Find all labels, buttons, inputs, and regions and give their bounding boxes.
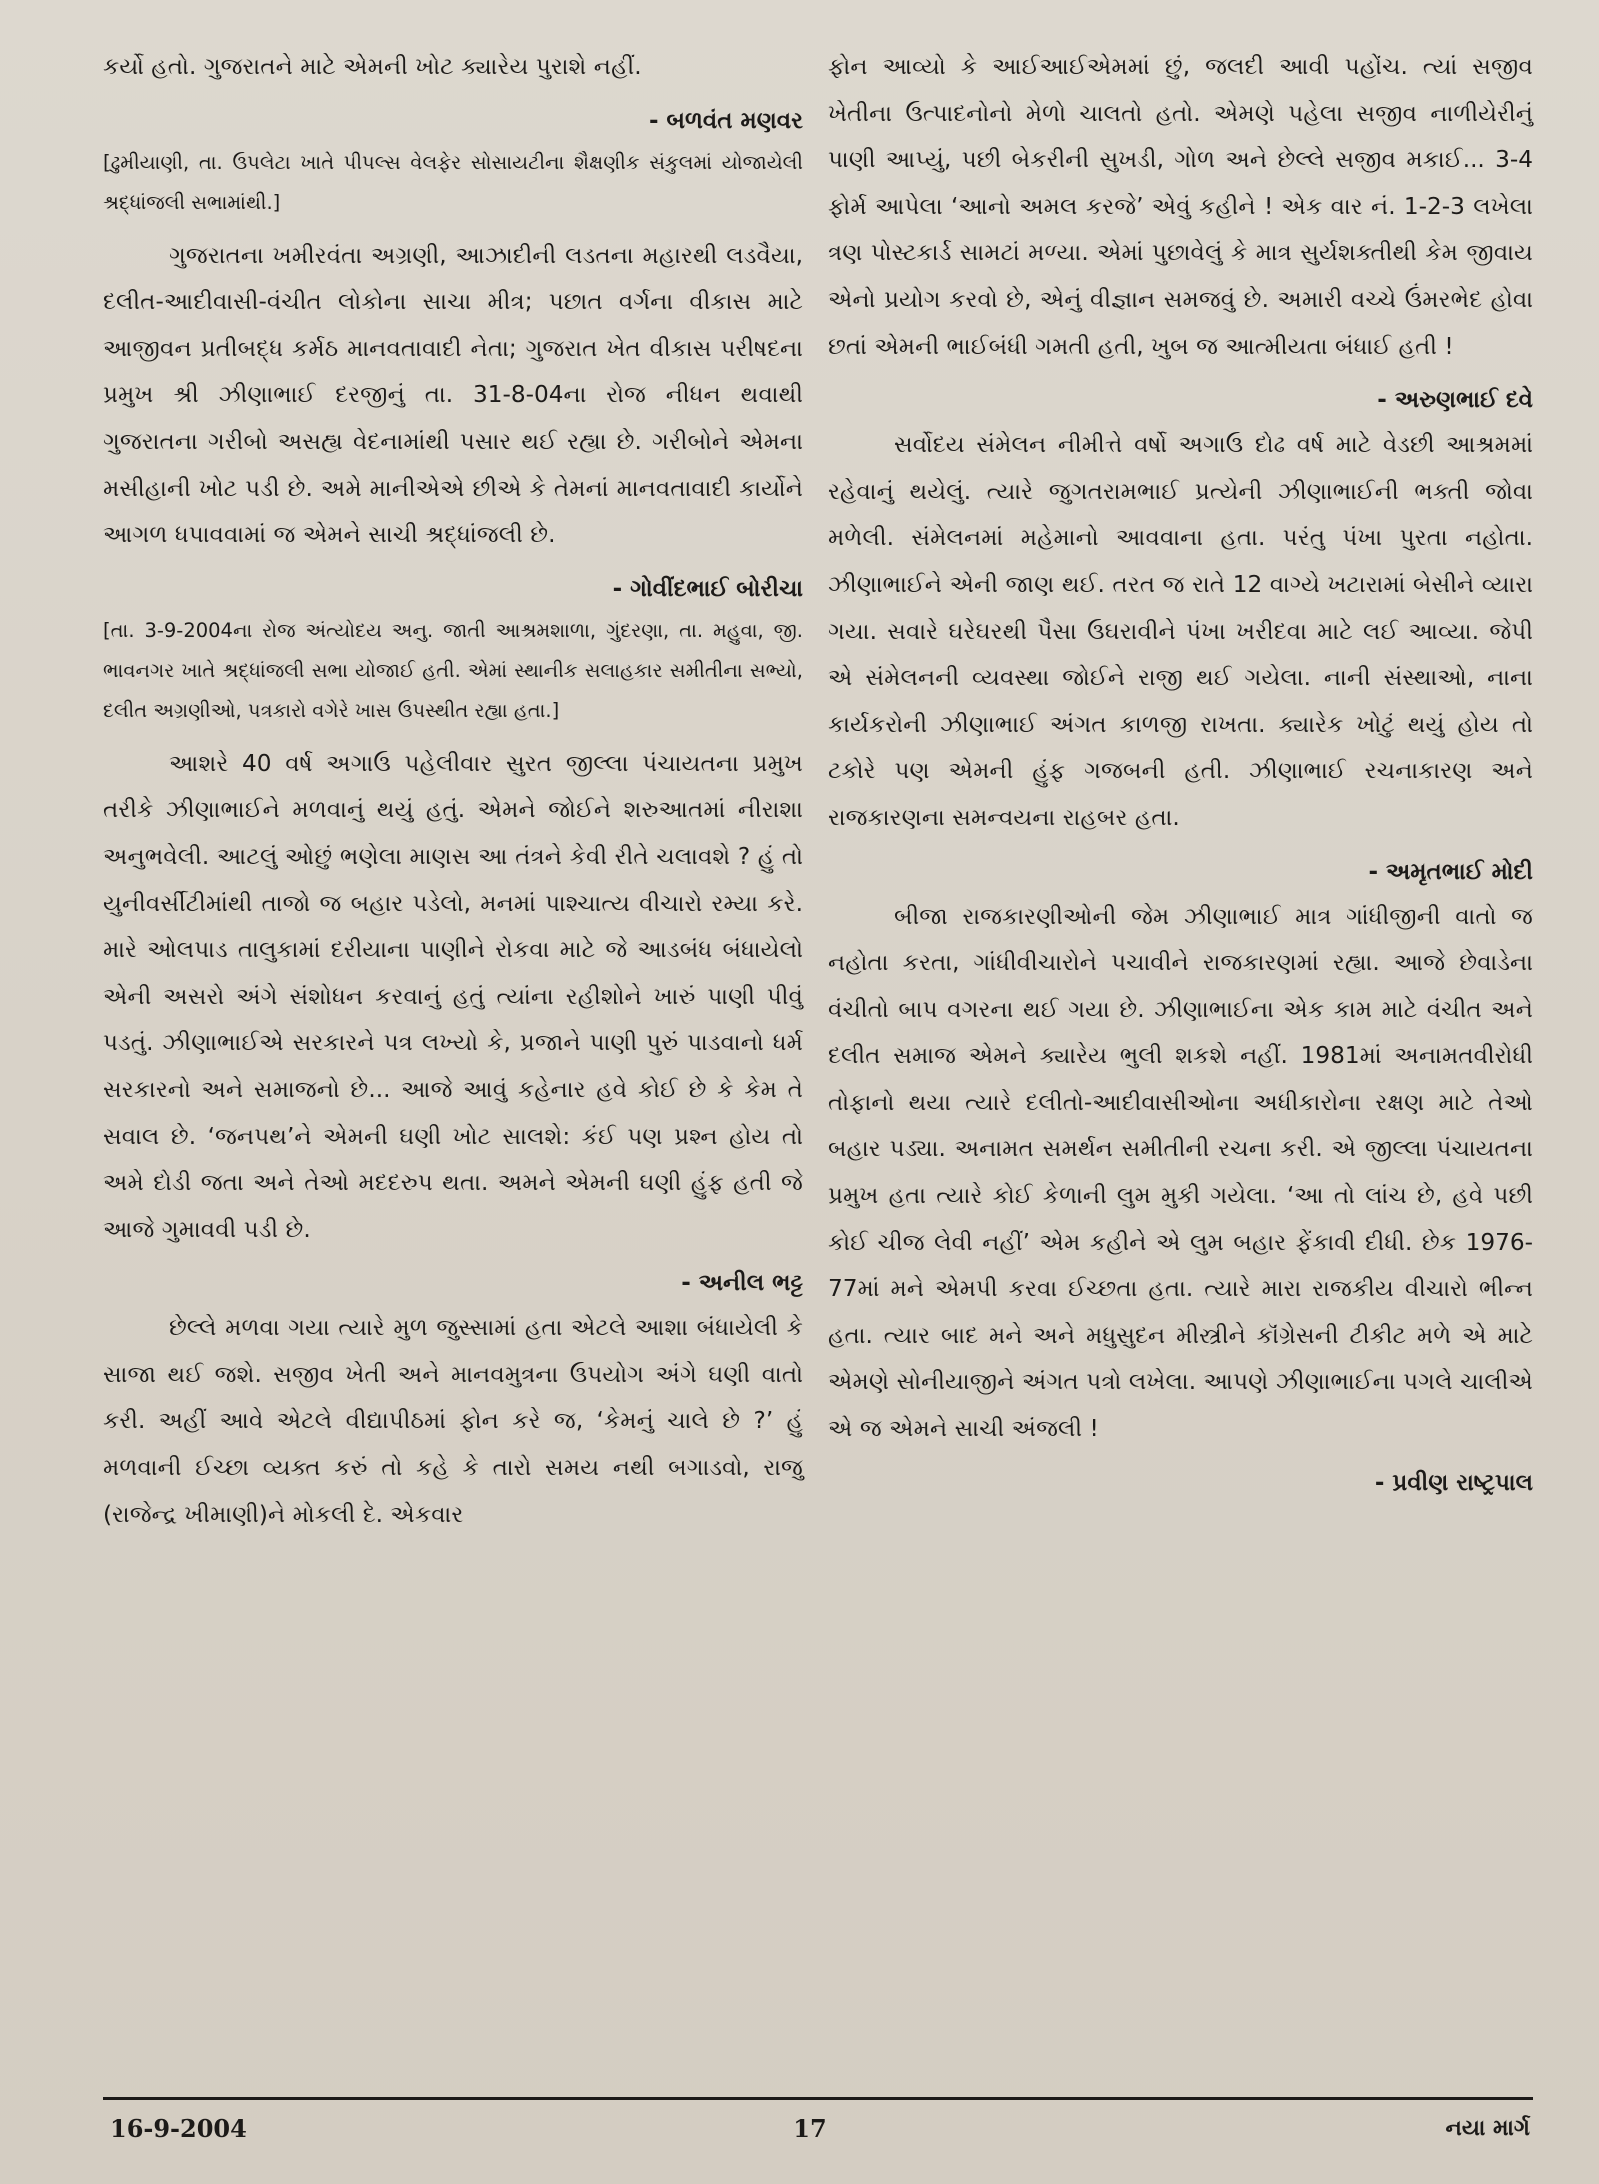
paragraph: આશરે 40 વર્ષ અગાઉ પહેલીવાર સુરત જીલ્લા પંચાયતના પ્રમુખ તરીકે ઝીણાભાઈને મળવાનું થયું હતું. એમને જોઈને શરુઆતમાં નીરાશા અનુભવેલી. આટલું ઓછું ભણેલા માણસ આ તંત્રને કેવી રીતે ચલાવશે ? હું તો યુનીવર્સીટીમાંથી તાજો જ બહાર પડેલો, મનમાં પાશ્ચાત્ય વીચારો રમ્યા કરે. મારે ઓલપાડ તાલુકામાં દરીયાના પાણીને રોકવા માટે જે આડબંધ બંધાયેલો એની અસરો અંગે સંશોધન કરવાનું હતું ત્યાંના રહીશોને ખારું પાણી પીવું પડતું. ઝીણાભાઈએ સરકારને પત્ર લખ્યો કે, પ્રજાને પાણી પુરું પાડવાનો ધર્મ સરકારનો અને સમાજનો છે... આજે આવું કહેનાર હવે કોઈ છે કે કેમ તે સવાલ છે. ‘જનપથ’ને એમની ઘણી ખોટ સાલશે: કંઈ પણ પ્રશ્ન હોય તો અમે દોડી જતા અને તેઓ મદદરુપ થતા. અમને એમની ઘણી હુંફ હતી જે આજે ગુમાવવી પડી છે.: [103, 749, 803, 1243]
left-column: [103, 44, 803, 1538]
paragraph: ગુજરાતના ખમીરવંતા અગ્રણી, આઝાદીની લડતના મહારથી લડવૈયા, દલીત-આદીવાસી-વંચીત લોકોના સાચા મીત્ર; પછાત વર્ગના વીકાસ માટે આજીવન પ્રતીબદ્ધ કર્મઠ માનવતાવાદી નેતા; ગુજરાત ખેત વીકાસ પરીષદના પ્રમુખ શ્રી ઝીણાભાઈ દરજીનું તા. 31-8-04ના રોજ નીધન થવાથી ગુજરાતના ગરીબો અસહ્ય વેદનામાંથી પસાર થઈ રહ્યા છે. ગરીબોને એમના મસીહાની ખોટ પડી છે. અમે માનીએએ છીએ કે તેમનાં માનવતાવાદી કાર્યોને આગળ ધપાવવામાં જ એમને સાચી શ્રદ્ધાંજલી છે.: [103, 241, 803, 549]
author-signature: - પ્રવીણ રાષ્ટ્રપાલ: [1374, 1469, 1533, 1496]
event-note: [ઢુમીયાણી, તા. ઉપલેટા ખાતે પીપલ્સ વેલફેર સોસાયટીના શૈક્ષણીક સંકુલમાં યોજાયેલી શ્રદ્ધાંજલી સભામાંથી.]: [103, 150, 803, 214]
page-number: 17: [793, 2114, 827, 2143]
paragraph: ફોન આવ્યો કે આઈઆઈએમમાં છું, જલદી આવી પહોંચ. ત્યાં સજીવ ખેતીના ઉત્પાદનોનો મેળો ચાલતો હતો. એમણે પહેલા સજીવ નાળીયેરીનું પાણી આપ્યું, પછી બેકરીની સુખડી, ગોળ અને છેલ્લે સજીવ મકાઈ... 3-4 ફોર્મ આપેલા ‘આનો અમલ કરજે’ એવું કહીને ! એક વાર નં. 1-2-3 લખેલા ત્રણ પોસ્ટકાર્ડ સામટાં મળ્યા. એમાં પુછાવેલું કે માત્ર સુર્યશક્તીથી કેમ જીવાય એનો પ્રયોગ કરવો છે, એનું વીજ્ઞાન સમજવું છે. અમારી વચ્ચે ઉંમરભેદ હોવા છતાં એમની ભાઈબંધી ગમતી હતી, ખુબ જ આત્મીયતા બંધાઈ હતી !: [828, 53, 1533, 360]
publication-name: નયા માર્ગ: [1445, 2116, 1530, 2141]
paragraph: સર્વોદય સંમેલન નીમીત્તે વર્ષો અગાઉ દોઢ વર્ષ માટે વેડછી આશ્રમમાં રહેવાનું થયેલું. ત્યારે જુગતરામભાઈ પ્રત્યેની ઝીણાભાઈની ભક્તી જોવા મળેલી. સંમેલનમાં મહેમાનો આવવાના હતા. પરંતુ પંખા પુરતા નહોતા. ઝીણાભાઈને એની જાણ થઈ. તરત જ રાતે 12 વાગ્યે ખટારામાં બેસીને વ્યારા ગયા. સવારે ઘરેઘરથી પૈસા ઉઘરાવીને પંખા ખરીદવા માટે લઈ આવ્યા. જેપી એ સંમેલનની વ્યવસ્થા જોઈને રાજી થઈ ગયેલા. નાની સંસ્થાઓ, નાના કાર્યકરોની ઝીણાભાઈ અંગત કાળજી રાખતા. ક્યારેક ખોટું થયું હોય તો ટકોરે પણ એમની હુંફ ગજબની હતી. ઝીણાભાઈ રચનાકારણ અને રાજકારણના સમન્વયના રાહબર હતા.: [828, 431, 1533, 831]
paragraph: છેલ્લે મળવા ગયા ત્યારે મુળ જુસ્સામાં હતા એટલે આશા બંધાયેલી કે સાજા થઈ જશે. સજીવ ખેતી અને માનવમુત્રના ઉપયોગ અંગે ઘણી વાતો કરી. અહીં આવે એટલે વીદ્યાપીઠમાં ફોન કરે જ, ‘કેમનું ચાલે છે ?’ હું મળવાની ઈચ્છા વ્યક્ત કરું તો કહે કે તારો સમય નથી બગાડવો, રાજુ (રાજેન્દ્ર ખીમાણી)ને મોકલી દે. એકવાર: [103, 1314, 803, 1528]
paragraph: કર્યો હતો. ગુજરાતને માટે એમની ખોટ ક્યારેય પુરાશે નહીં.: [103, 53, 642, 80]
author-signature: - અરુણભાઈ દવે: [1377, 387, 1533, 414]
author-signature: - ગોવીંદભાઈ બોરીચા: [612, 575, 803, 602]
event-note: [તા. 3-9-2004ના રોજ અંત્યોદય અનુ. જાતી આશ્રમશાળા, ગુંદરણા, તા. મહુવા, જી. ભાવનગર ખાતે શ્રદ્ધાંજલી સભા યોજાઈ હતી. એમાં સ્થાનીક સલાહકાર સમીતીના સભ્યો, દલીત અગ્રણીઓ, પત્રકારો વગેરે ખાસ ઉપસ્થીત રહ્યા હતા.]: [103, 618, 803, 722]
right-column: [828, 44, 1533, 1505]
author-signature: - અનીલ ભટ્ટ: [681, 1270, 803, 1297]
footer-date: 16-9-2004: [110, 2114, 247, 2143]
author-signature: - બળવંત મણવર: [648, 107, 803, 134]
footer-divider: [103, 2097, 1533, 2100]
paragraph: બીજા રાજકારણીઓની જેમ ઝીણાભાઈ માત્ર ગાંધીજીની વાતો જ નહોતા કરતા, ગાંધીવીચારોને પચાવીને રાજકારણમાં રહ્યા. આજે છેવાડેના વંચીતો બાપ વગરના થઈ ગયા છે. ઝીણાભાઈના એક કામ માટે વંચીત અને દલીત સમાજ એમને ક્યારેય ભુલી શકશે નહીં. 1981માં અનામતવીરોધી તોફાનો થયા ત્યારે દલીતો-આદીવાસીઓના અધીકારોના રક્ષણ માટે તેઓ બહાર પડ્યા. અનામત સમર્થન સમીતીની રચના કરી. એ જીલ્લા પંચાયતના પ્રમુખ હતા ત્યારે કોઈ કેળાની લુમ મુકી ગયેલા. ‘આ તો લાંચ છે, હવે પછી કોઈ ચીજ લેવી નહીં’ એમ કહીને એ લુમ બહાર ફેંકાવી દીધી. છેક 1976-77માં મને એમપી કરવા ઈચ્છતા હતા. ત્યારે મારા રાજકીય વીચારો ભીન્ન હતા. ત્યાર બાદ મને અને મધુસુદન મીસ્ત્રીને કૉંગ્રેસની ટીકીટ મળે એ માટે એમણે સોનીયાજીને અંગત પત્રો લખેલા. આપણે ઝીણાભાઈના પગલે ચાલીએ એ જ એમને સાચી અંજલી !: [828, 902, 1533, 1443]
author-signature: - અમૃતભાઈ મોદી: [1368, 858, 1533, 885]
